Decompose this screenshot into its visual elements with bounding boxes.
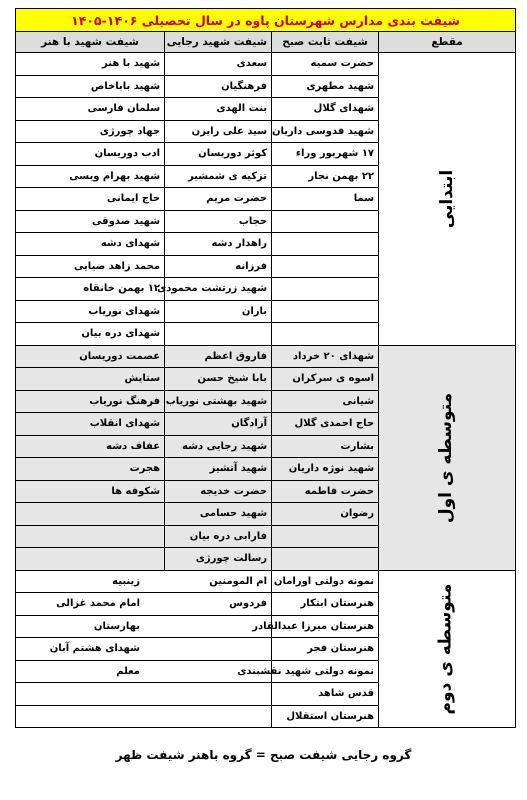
rajaei-school — [160, 666, 267, 677]
rajaei-school-cell: رسالت چورژی — [165, 548, 272, 571]
rajaei-school-cell: آزادگان — [165, 413, 272, 436]
bahonar-school-cell: شهید با هنر — [16, 53, 165, 76]
rajaei-school-cell: سید علی رایزن — [165, 120, 272, 143]
morning-school-cell: هنرستان میرزا عبدالقادر — [272, 615, 379, 638]
bahonar-school-cell — [16, 548, 165, 571]
morning-school-cell: بشارت — [272, 435, 379, 458]
header-row — [16, 32, 516, 53]
rajaei-school — [160, 621, 267, 632]
rajaei-school-cell: حضرت خدیجه — [165, 480, 272, 503]
bahonar-school-cell: سلمان فارسی — [16, 98, 165, 121]
bahonar-school-cell: فرهنگ نوریاب — [16, 390, 165, 413]
bahonar-school-cell: شهید بهرام ویسی — [16, 165, 165, 188]
morning-school-cell: سما — [272, 188, 379, 211]
morning-school-cell: قدس شاهد — [272, 683, 379, 706]
rajaei-school-cell: راهدار دشه — [165, 233, 272, 256]
table-row — [16, 53, 516, 76]
morning-school-cell: شهید مطهری — [272, 75, 379, 98]
morning-school-cell: حضرت فاطمه — [272, 480, 379, 503]
morning-school-cell — [272, 300, 379, 323]
rajaei-school-cell: شهید آتشیز — [165, 458, 272, 481]
rajaei-school-cell: بنت الهدی — [165, 98, 272, 121]
morning-school-cell: حضرت سمیه — [272, 53, 379, 76]
school-pair — [16, 643, 271, 654]
bahonar-school-cell: شهدای انقلاب — [16, 413, 165, 436]
bahonar-school-cell: شهدای دشه — [16, 233, 165, 256]
morning-school-cell: ۱۷ شهریور وراء — [272, 143, 379, 166]
footer-note: گروه رجایی شیفت صبح = گروه باهنر شیفت ظهر — [115, 748, 412, 762]
section-label-cell — [379, 345, 516, 570]
morning-school-cell: ۲۲ بهمن نجار — [272, 165, 379, 188]
rajaei-school-cell: حجاب — [165, 210, 272, 233]
morning-school-cell — [272, 278, 379, 301]
bahonar-school-cell: شهید صدوقی — [16, 210, 165, 233]
rajaei-school-cell: فاروق اعظم — [165, 345, 272, 368]
bahonar-school: امام محمد غزالی — [56, 598, 140, 610]
rajaei-school — [160, 643, 267, 654]
afternoon-pair-cell — [16, 683, 272, 706]
morning-school-cell: حاج احمدی گلال — [272, 413, 379, 436]
bahonar-school-cell: حاج ایمانی — [16, 188, 165, 211]
rajaei-school-cell: شهید زرتشت محمودی — [165, 278, 272, 301]
rajaei-school-cell: شهید بهشتی نوریاب — [165, 390, 272, 413]
morning-school-cell — [272, 548, 379, 571]
rajaei-school-cell: باران — [165, 300, 272, 323]
afternoon-pair-cell — [16, 615, 272, 638]
bahonar-school-cell: شهید باباخاص — [16, 75, 165, 98]
rajaei-school-cell: فارابی دره بیان — [165, 525, 272, 548]
bahonar-school-cell — [16, 525, 165, 548]
header-rajaei-shift: شیفت شهید رجایی — [165, 32, 272, 53]
bahonar-school-cell: ادب دوریسان — [16, 143, 165, 166]
afternoon-pair-cell — [16, 570, 272, 593]
table-row — [16, 570, 516, 593]
rajaei-school: ام المومنین — [209, 575, 268, 587]
morning-school-cell: هنرستان ابتکار — [272, 593, 379, 616]
school-pair — [16, 621, 271, 632]
morning-school-cell — [272, 233, 379, 256]
rajaei-school: فردوس — [229, 598, 268, 610]
bahonar-school-cell: ستایش — [16, 368, 165, 391]
page-title: شیفت بندی مدارس شهرستان پاوه در سال تحصیلی ۱۴۰۶-۱۴۰۵ — [16, 9, 516, 32]
section-label-cell — [379, 570, 516, 728]
morning-school-cell: شهید نوژه داریان — [272, 458, 379, 481]
morning-school-cell: هنرستان فجر — [272, 638, 379, 661]
morning-school-cell: نمونه دولتی اورامان — [272, 570, 379, 593]
morning-school-cell: هنرستان استقلال — [272, 705, 379, 728]
school-pair — [16, 666, 271, 677]
bahonar-school: بهارستان — [93, 620, 140, 632]
morning-school-cell: نمونه دولتی شهید نقشبندی — [272, 660, 379, 683]
table-row — [16, 345, 516, 368]
morning-school-cell: رضوان — [272, 503, 379, 526]
section-label: ابتدایی — [437, 169, 458, 228]
morning-school-cell — [272, 525, 379, 548]
morning-school-cell — [272, 210, 379, 233]
rajaei-school-cell: تزکیه ی شمشیر — [165, 165, 272, 188]
header-bahonar-shift: شیفت شهید با هنر — [16, 32, 165, 53]
bahonar-school-cell — [16, 503, 165, 526]
rajaei-school-cell: حضرت مریم — [165, 188, 272, 211]
bahonar-school-cell: ۱۲ بهمن خانقاه — [16, 278, 165, 301]
afternoon-pair-cell — [16, 705, 272, 728]
table-body — [16, 53, 516, 728]
bahonar-school-cell: شهدای دره بیان — [16, 323, 165, 346]
bahonar-school-cell: شهدای نوریاب — [16, 300, 165, 323]
section-label: متوسطه ی اول — [435, 392, 456, 523]
bahonar-school-cell: هجرت — [16, 458, 165, 481]
bahonar-school-cell: شکوفه ها — [16, 480, 165, 503]
section-label: متوسطه ی دوم — [435, 583, 456, 715]
morning-school-cell — [272, 323, 379, 346]
shift-table — [15, 8, 516, 728]
schedule-sheet — [15, 8, 515, 728]
school-pair — [16, 576, 271, 587]
bahonar-school-cell: عصمت دوریسان — [16, 345, 165, 368]
rajaei-school-cell — [165, 323, 272, 346]
rajaei-school-cell: سعدی — [165, 53, 272, 76]
morning-school-cell: شهید فدوسی داریان — [272, 120, 379, 143]
morning-school-cell: شهدای گلال — [272, 98, 379, 121]
rajaei-school-cell: فرزانه — [165, 255, 272, 278]
section-label-cell — [379, 53, 516, 346]
rajaei-school-cell: شهید رجایی دشه — [165, 435, 272, 458]
bahonar-school: شهدای هشتم آبان — [49, 643, 140, 655]
rajaei-school-cell: شهید حسامی — [165, 503, 272, 526]
morning-school-cell: شیانی — [272, 390, 379, 413]
morning-school-cell: اسوه ی سرکران — [272, 368, 379, 391]
rajaei-school-cell: فرهنگیان — [165, 75, 272, 98]
bahonar-school-cell: جهاد چورژی — [16, 120, 165, 143]
bahonar-school: زینبیه — [112, 575, 140, 587]
bahonar-school-cell: محمد زاهد ضیایی — [16, 255, 165, 278]
afternoon-pair-cell — [16, 638, 272, 661]
afternoon-pair-cell — [16, 593, 272, 616]
header-morning-shift: شیفت ثابت صبح — [272, 32, 379, 53]
school-pair — [16, 598, 271, 609]
bahonar-school-cell: عفاف دشه — [16, 435, 165, 458]
rajaei-school-cell: بابا شیخ حسن — [165, 368, 272, 391]
rajaei-school-cell: کوثر دوریسان — [165, 143, 272, 166]
afternoon-pair-cell — [16, 660, 272, 683]
morning-school-cell — [272, 255, 379, 278]
header-section: مقطع — [379, 32, 516, 53]
morning-school-cell: شهدای ۲۰ خرداد — [272, 345, 379, 368]
bahonar-school: معلم — [116, 665, 140, 677]
